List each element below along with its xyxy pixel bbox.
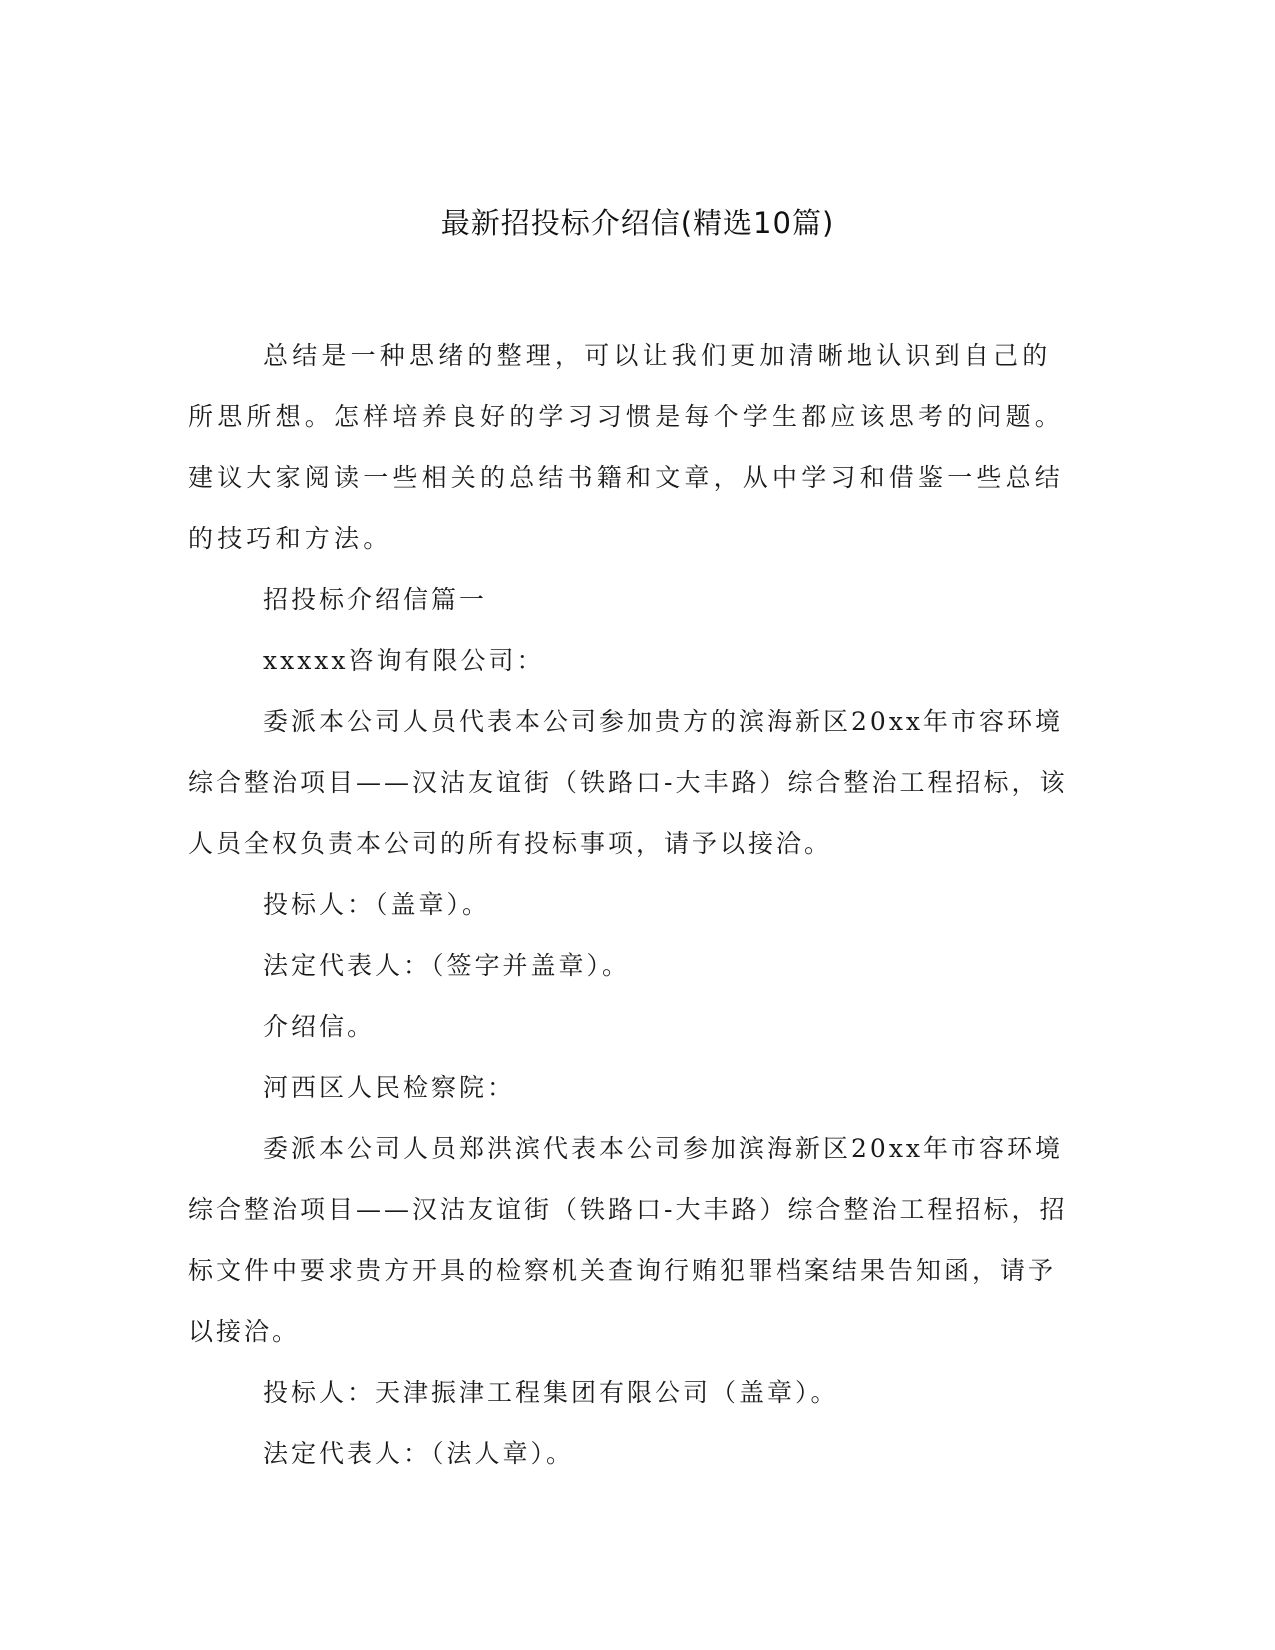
bidder-line: 投标人：（盖章）。 (263, 890, 491, 919)
letter-heading: 介绍信。 (263, 1012, 376, 1041)
salutation: 河西区人民检察院： (263, 1073, 516, 1102)
letter-body-paragraph: 委派本公司人员代表本公司参加贵方的滨海新区20xx年市容环境综合整治项目——汉沽友谊街（铁路口-大丰路）综合整治工程招标，该人员全权负责本公司的所有投标事项，请予以接洽。 (188, 707, 1068, 858)
document-title: 最新招投标介绍信(精选10篇) (440, 206, 835, 240)
intro-paragraph: 总结是一种思绪的整理，可以让我们更加清晰地认识到自己的所思所想。怎样培养良好的学习习惯是每个学生都应该思考的问题。建议大家阅读一些相关的总结书籍和文章，从中学习和借鉴一些总结的技巧和方法。 (188, 341, 1065, 553)
bidder-line: 投标人：天津振津工程集团有限公司（盖章）。 (263, 1378, 839, 1407)
legal-representative-line: 法定代表人：（签字并盖章）。 (263, 951, 631, 980)
salutation: xxxxx咨询有限公司： (263, 646, 545, 675)
legal-representative-line: 法定代表人：（法人章）。 (263, 1439, 575, 1468)
document-body (188, 325, 1078, 1484)
section-heading: 招投标介绍信篇一 (263, 585, 488, 614)
letter-body-paragraph: 委派本公司人员郑洪滨代表本公司参加滨海新区20xx年市容环境综合整治项目——汉沽友谊街（铁路口-大丰路）综合整治工程招标，招标文件中要求贵方开具的检察机关查询行贿犯罪档案结果告知函，请予以接洽。 (188, 1134, 1068, 1346)
